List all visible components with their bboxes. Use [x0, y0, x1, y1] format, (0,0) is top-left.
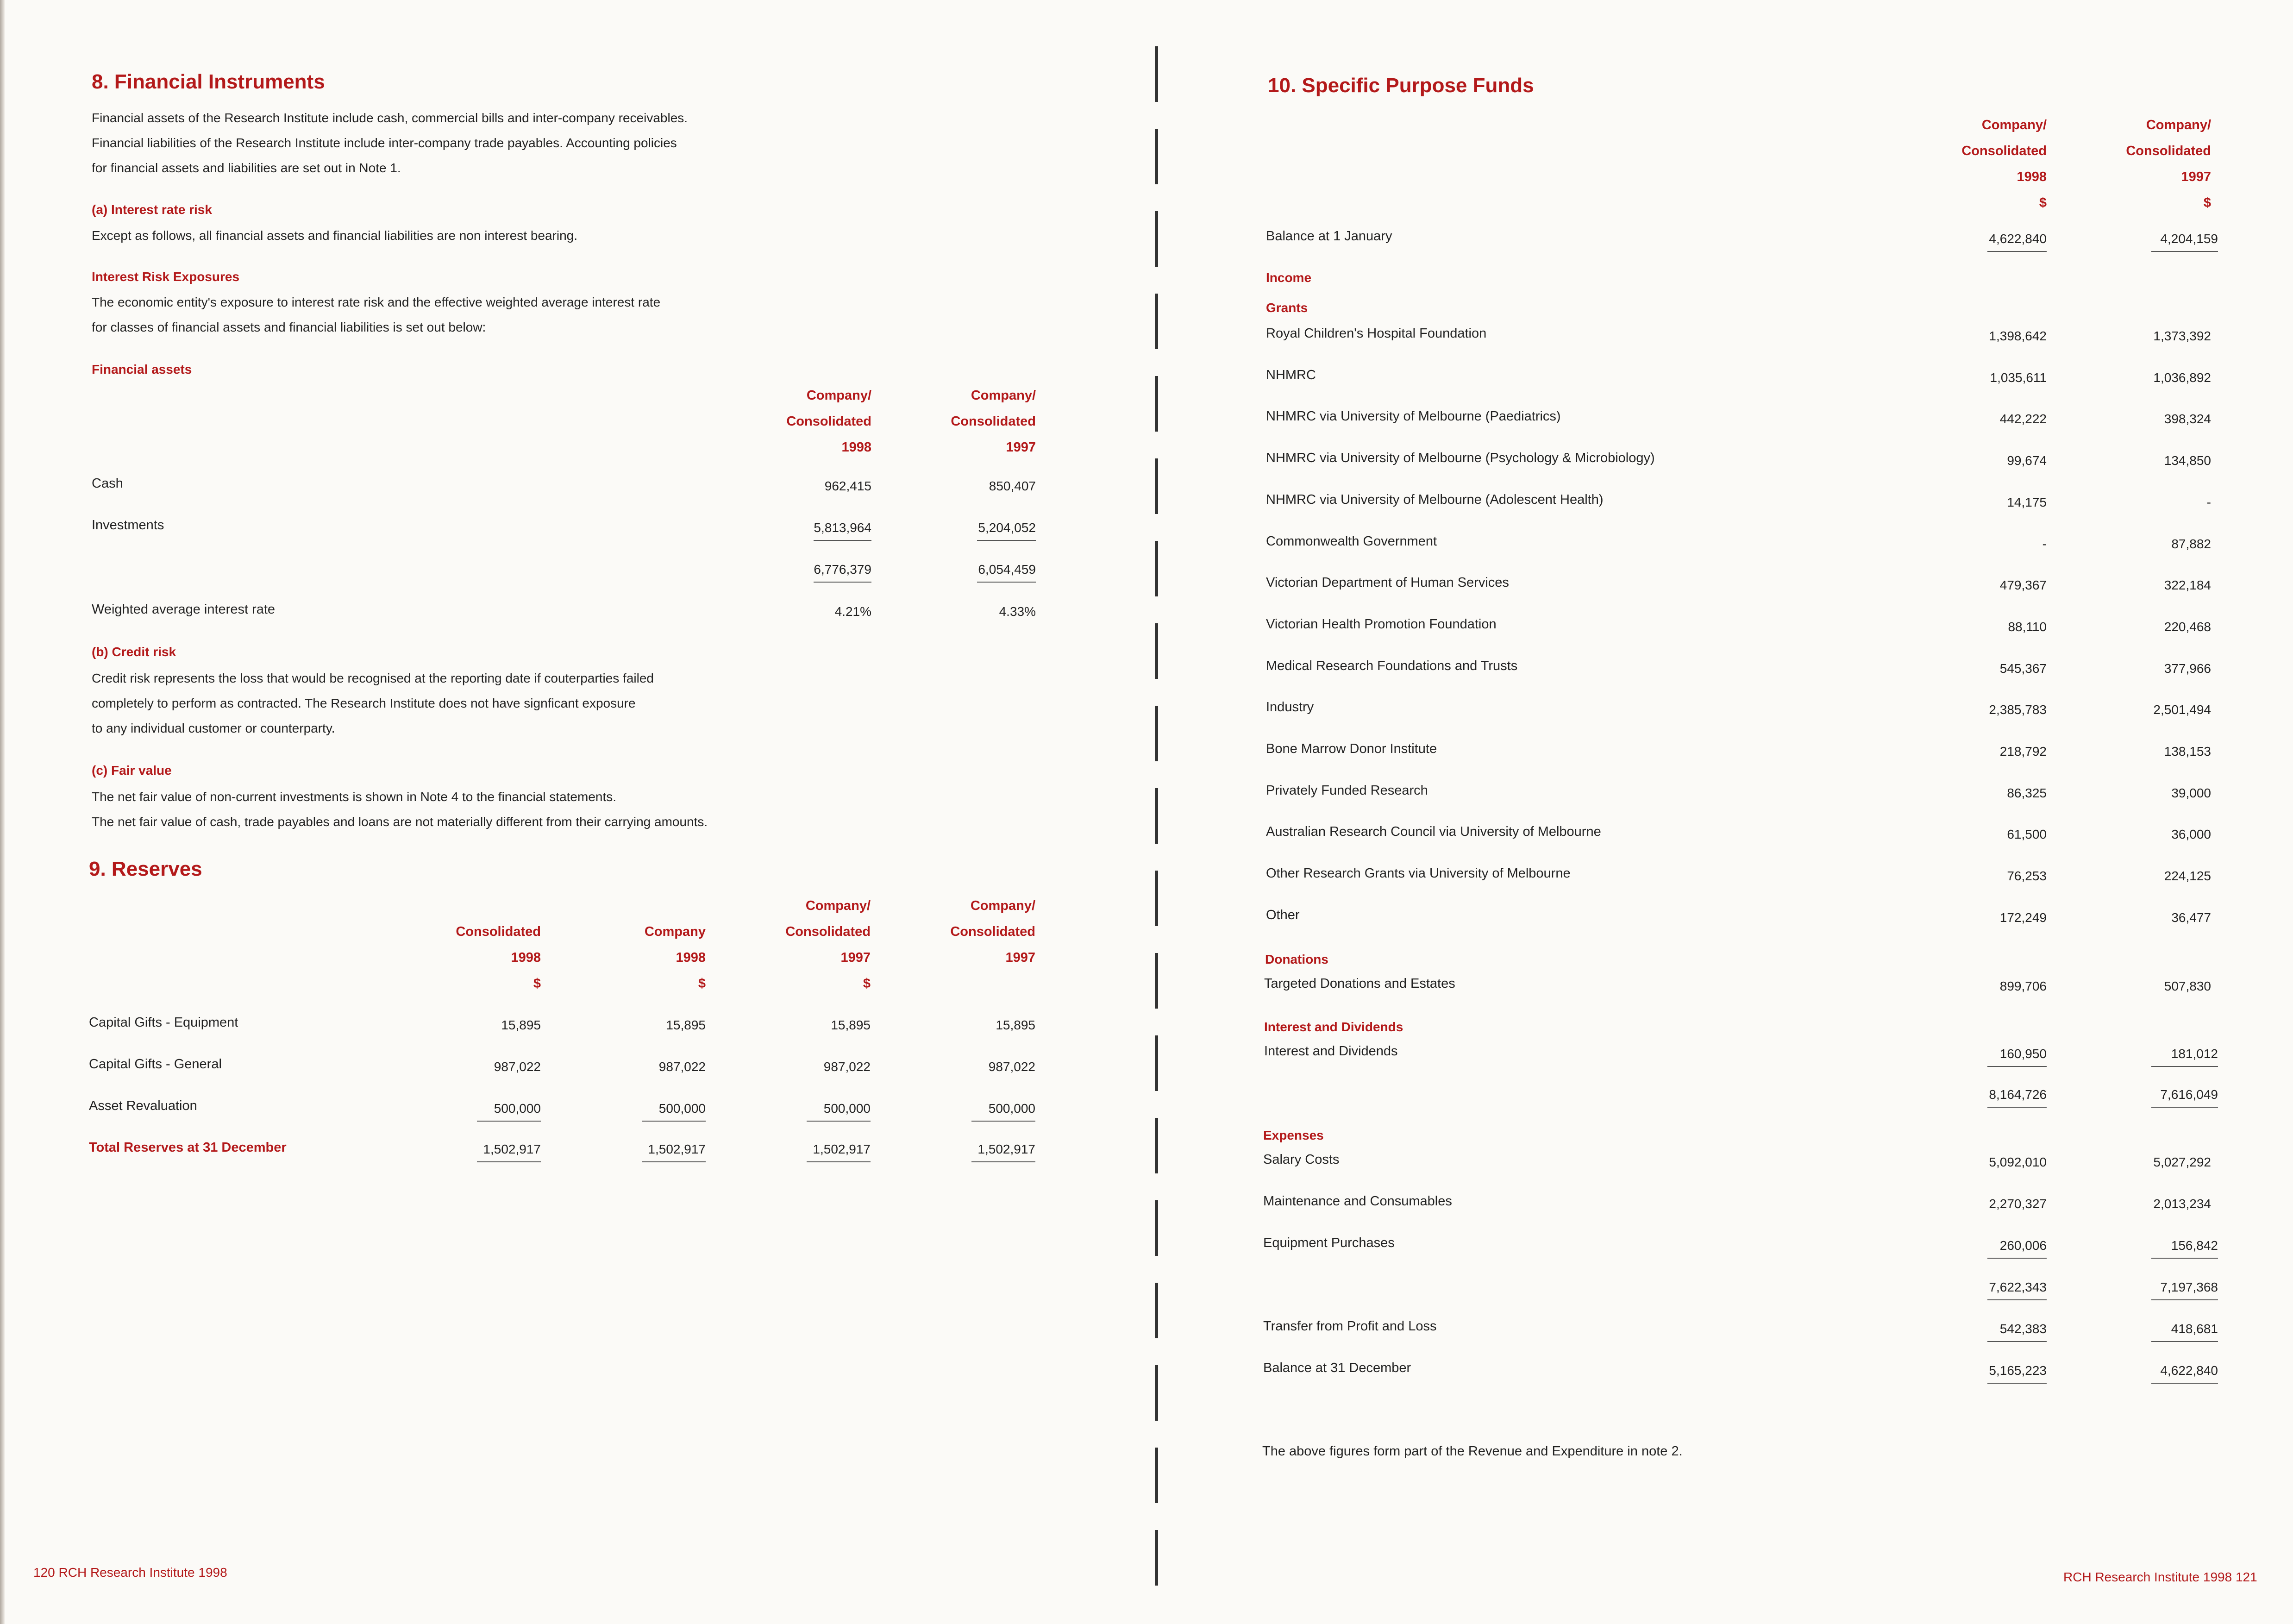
grant-value-1997: 322,184: [2164, 578, 2211, 592]
fa-row-value: 5,813,964: [814, 520, 871, 541]
header-line: $: [863, 976, 871, 991]
header-line: Company/: [1981, 118, 2047, 132]
closing-balance-label: Balance at 31 December: [1263, 1361, 1411, 1375]
fa-subtotal: 6,776,379: [814, 562, 871, 583]
text-line: The economic entity's exposure to interest rate risk and the effective weighted average interest rate: [92, 295, 661, 309]
header-line: 1997: [1005, 950, 1035, 965]
expenses-heading: Expenses: [1263, 1128, 1324, 1142]
header-line: $: [2203, 195, 2211, 210]
expense-1997: 156,842: [2151, 1238, 2218, 1259]
opening-balance-1998: 4,622,840: [1987, 232, 2047, 252]
header-line: Company/: [971, 388, 1036, 403]
text-line: to any individual customer or counterparty.: [92, 721, 335, 735]
text-line: The net fair value of cash, trade payables and loans are not materially different from their carrying amounts.: [92, 815, 708, 829]
binding-hole: [1155, 788, 1158, 844]
closing-balance-1997: 4,622,840: [2151, 1363, 2218, 1384]
income-total-1998: 8,164,726: [1987, 1087, 2047, 1108]
grant-value-1998: 1,398,642: [1989, 329, 2047, 343]
grant-row-label: Bone Marrow Donor Institute: [1266, 741, 1437, 756]
reserves-col-consolidated-1998: [402, 919, 541, 997]
fa-col-1998-header: [733, 382, 871, 460]
grant-value-1998: 2,385,783: [1989, 702, 2047, 717]
revenue-note: The above figures form part of the Revenue and Expenditure in note 2.: [1262, 1444, 1683, 1459]
grant-value-1998: 61,500: [2007, 827, 2047, 841]
spf-col-1998-header: [1908, 112, 2047, 216]
binding-hole: [1155, 129, 1158, 184]
fa-row-label: Investments: [92, 518, 164, 533]
interest-1997: 181,012: [2151, 1047, 2218, 1067]
header-line: Company/: [970, 898, 1035, 913]
grant-value-1998: 442,222: [1999, 412, 2047, 426]
header-line: Consolidated: [2126, 144, 2211, 158]
intro-line: for financial assets and liabilities are set out in Note 1.: [92, 161, 401, 175]
donation-1998: 899,706: [1999, 979, 2047, 993]
reserves-value: 15,895: [666, 1018, 706, 1032]
text-line: Credit risk represents the loss that would be recognised at the reporting date if couterparties failed: [92, 671, 654, 685]
grant-value-1997: 36,477: [2171, 910, 2211, 925]
grant-value-1998: 218,792: [1999, 744, 2047, 759]
expense-1998: 5,092,010: [1989, 1155, 2047, 1169]
binding-hole: [1155, 1200, 1158, 1256]
reserves-col-company-1998: [567, 919, 706, 997]
expense-1997: 2,013,234: [2153, 1197, 2211, 1211]
grant-value-1998: 1,035,611: [1990, 370, 2047, 385]
header-line: 1997: [1006, 440, 1036, 455]
grant-row-label: NHMRC via University of Melbourne (Adolescent Health): [1266, 492, 1604, 507]
fa-subtotal: 6,054,459: [977, 562, 1036, 583]
grant-row-label: Other Research Grants via University of Melbourne: [1266, 866, 1571, 881]
grants-heading: Grants: [1266, 301, 1308, 315]
interest-heading: Interest and Dividends: [1264, 1020, 1403, 1034]
grant-row-label: Victorian Health Promotion Foundation: [1266, 617, 1497, 632]
transfer-label: Transfer from Profit and Loss: [1263, 1319, 1437, 1334]
financial-assets-heading: Financial assets: [92, 362, 192, 376]
right-page-footer: RCH Research Institute 1998 121: [2063, 1570, 2257, 1584]
transfer-1998: 542,383: [1987, 1322, 2047, 1342]
header-line: Consolidated: [785, 924, 871, 939]
reserves-value: 15,895: [996, 1018, 1035, 1032]
grant-value-1998: 88,110: [2008, 620, 2047, 634]
header-line: 1998: [2017, 169, 2047, 184]
transfer-1997: 418,681: [2151, 1322, 2218, 1342]
grant-value-1997: 398,324: [2164, 412, 2211, 426]
reserves-value: 15,895: [501, 1018, 541, 1032]
header-line: Company/: [805, 898, 871, 913]
intro-line: Financial assets of the Research Institute include cash, commercial bills and inter-company receivables.: [92, 111, 688, 125]
grant-value-1997: 134,850: [2164, 453, 2211, 468]
section-8-title: 8. Financial Instruments: [92, 70, 325, 93]
text-line: for classes of financial assets and financial liabilities is set out below:: [92, 320, 486, 334]
expense-total-1997: 7,197,368: [2151, 1280, 2218, 1300]
reserves-col-company-consolidated-1997-b: [896, 893, 1035, 971]
total-reserves-value: 1,502,917: [477, 1142, 541, 1162]
header-line: 1998: [841, 440, 871, 455]
interest-rate-risk-text: Except as follows, all financial assets and financial liabilities are non interest bearing.: [92, 228, 578, 243]
donations-heading: Donations: [1265, 952, 1328, 966]
grant-value-1998: 479,367: [1999, 578, 2047, 592]
header-line: Company: [644, 924, 706, 939]
fa-row-value: 5,204,052: [977, 520, 1036, 541]
grant-value-1997: -: [2206, 495, 2211, 509]
grant-row-label: Victorian Department of Human Services: [1266, 575, 1509, 590]
text-line: completely to perform as contracted. The Research Institute does not have signficant exposure: [92, 696, 636, 710]
grant-row-label: NHMRC: [1266, 368, 1316, 382]
interest-risk-exposures-heading: Interest Risk Exposures: [92, 270, 240, 284]
reserves-value: 15,895: [831, 1018, 871, 1032]
grant-row-label: Other: [1266, 908, 1300, 922]
binding-hole: [1155, 1448, 1158, 1503]
expense-row-label: Equipment Purchases: [1263, 1235, 1395, 1250]
header-line: $: [533, 976, 541, 991]
spf-col-1997-header: [2072, 112, 2211, 216]
header-line: Consolidated: [950, 924, 1035, 939]
grant-value-1998: 99,674: [2007, 453, 2047, 468]
grant-value-1997: 1,036,892: [2153, 370, 2211, 385]
header-line: 1997: [2181, 169, 2211, 184]
section-9-title: 9. Reserves: [89, 858, 202, 880]
total-reserves-value: 1,502,917: [807, 1142, 871, 1162]
grant-row-label: Industry: [1266, 700, 1314, 715]
header-line: $: [698, 976, 706, 991]
binding-hole: [1155, 706, 1158, 761]
grant-value-1997: 87,882: [2171, 537, 2211, 551]
grant-value-1997: 377,966: [2164, 661, 2211, 676]
grant-value-1998: -: [2042, 537, 2047, 551]
header-line: 1997: [840, 950, 871, 965]
grant-row-label: Australian Research Council via University of Melbourne: [1266, 824, 1601, 839]
donation-row-label: Targeted Donations and Estates: [1264, 976, 1455, 991]
binding-hole: [1155, 1035, 1158, 1091]
fa-row-value: 850,407: [989, 479, 1036, 493]
grant-value-1997: 1,373,392: [2153, 329, 2211, 343]
grant-value-1998: 86,325: [2007, 786, 2047, 800]
opening-balance-1997: 4,204,159: [2151, 232, 2218, 252]
expense-1998: 260,006: [1987, 1238, 2047, 1259]
reserves-value: 987,022: [823, 1060, 871, 1074]
binding-hole: [1155, 953, 1158, 1009]
binding-hole: [1155, 1283, 1158, 1338]
reserves-value: 987,022: [988, 1060, 1035, 1074]
reserves-col-company-consolidated-1997-a: [732, 893, 871, 997]
grant-value-1998: 172,249: [1999, 910, 2047, 925]
grant-value-1998: 14,175: [2007, 495, 2047, 509]
donation-1997: 507,830: [2164, 979, 2211, 993]
header-line: Consolidated: [951, 414, 1036, 429]
binding-hole: [1155, 458, 1158, 514]
interest-row-label: Interest and Dividends: [1264, 1044, 1398, 1059]
income-heading: Income: [1266, 270, 1312, 285]
total-reserves-label: Total Reserves at 31 December: [89, 1140, 287, 1155]
reserves-value: 500,000: [642, 1101, 706, 1122]
reserves-row-label: Asset Revaluation: [89, 1098, 197, 1113]
binding-hole: [1155, 211, 1158, 267]
interest-1998: 160,950: [1987, 1047, 2047, 1067]
header-line: Company/: [2146, 118, 2211, 132]
grant-value-1997: 2,501,494: [2153, 702, 2211, 717]
left-page-footer: 120 RCH Research Institute 1998: [33, 1565, 227, 1580]
credit-risk-heading: (b) Credit risk: [92, 645, 176, 659]
fa-row-value: 962,415: [824, 479, 871, 493]
reserves-value: 500,000: [807, 1101, 871, 1122]
header-line: 1998: [511, 950, 541, 965]
grant-value-1997: 138,153: [2164, 744, 2211, 759]
binding-hole: [1155, 1530, 1158, 1586]
fa-row-label: Cash: [92, 476, 123, 491]
grant-value-1997: 220,468: [2164, 620, 2211, 634]
binding-hole: [1155, 46, 1158, 102]
intro-line: Financial liabilities of the Research Institute include inter-company trade payables. Accounting policies: [92, 136, 677, 150]
interest-risk-exposures-text: [92, 290, 660, 340]
reserves-row-label: Capital Gifts - General: [89, 1057, 222, 1072]
header-line: Company/: [806, 388, 871, 403]
expense-1998: 2,270,327: [1989, 1197, 2047, 1211]
closing-balance-1998: 5,165,223: [1987, 1363, 2047, 1384]
header-line: $: [2039, 195, 2047, 210]
reserves-value: 987,022: [494, 1060, 541, 1074]
credit-risk-text: [92, 666, 654, 741]
fair-value-heading: (c) Fair value: [92, 763, 172, 778]
binding-hole: [1155, 1118, 1158, 1173]
reserves-row-label: Capital Gifts - Equipment: [89, 1015, 238, 1030]
expense-1997: 5,027,292: [2153, 1155, 2211, 1169]
interest-rate-risk-heading: (a) Interest rate risk: [92, 202, 212, 217]
fa-row-value: 4.21%: [834, 604, 871, 619]
grant-value-1998: 76,253: [2007, 869, 2047, 883]
page-edge: [0, 0, 5, 1624]
total-reserves-value: 1,502,917: [971, 1142, 1035, 1162]
reserves-value: 500,000: [477, 1101, 541, 1122]
section-8-intro: [92, 106, 688, 181]
expense-row-label: Maintenance and Consumables: [1263, 1194, 1452, 1209]
binding-hole: [1155, 541, 1158, 596]
header-line: Consolidated: [786, 414, 871, 429]
binding-hole: [1155, 376, 1158, 432]
grant-row-label: NHMRC via University of Melbourne (Paediatrics): [1266, 409, 1561, 424]
grant-row-label: Medical Research Foundations and Trusts: [1266, 658, 1518, 673]
grant-value-1997: 36,000: [2171, 827, 2211, 841]
binding-hole: [1155, 623, 1158, 679]
expense-row-label: Salary Costs: [1263, 1152, 1340, 1167]
grant-row-label: Commonwealth Government: [1266, 534, 1437, 549]
income-total-1997: 7,616,049: [2151, 1087, 2218, 1108]
binding-hole: [1155, 1365, 1158, 1421]
grant-row-label: NHMRC via University of Melbourne (Psychology & Microbiology): [1266, 451, 1655, 465]
reserves-value: 987,022: [658, 1060, 706, 1074]
binding-hole: [1155, 871, 1158, 926]
reserves-value: 500,000: [971, 1101, 1035, 1122]
section-10-title: 10. Specific Purpose Funds: [1268, 74, 1534, 97]
opening-balance-label: Balance at 1 January: [1266, 229, 1392, 244]
grant-row-label: Privately Funded Research: [1266, 783, 1428, 798]
grant-value-1997: 224,125: [2164, 869, 2211, 883]
fa-col-1997-header: [897, 382, 1036, 460]
fa-row-label: Weighted average interest rate: [92, 602, 276, 617]
expense-total-1998: 7,622,343: [1987, 1280, 2047, 1300]
fair-value-text: [92, 784, 708, 834]
binding-hole: [1155, 294, 1158, 349]
total-reserves-value: 1,502,917: [642, 1142, 706, 1162]
grant-row-label: Royal Children's Hospital Foundation: [1266, 326, 1487, 341]
header-line: Consolidated: [456, 924, 541, 939]
text-line: The net fair value of non-current investments is shown in Note 4 to the financial statements.: [92, 790, 617, 804]
fa-row-value: 4.33%: [999, 604, 1036, 619]
header-line: Consolidated: [1961, 144, 2047, 158]
header-line: 1998: [676, 950, 706, 965]
grant-value-1998: 545,367: [1999, 661, 2047, 676]
grant-value-1997: 39,000: [2171, 786, 2211, 800]
